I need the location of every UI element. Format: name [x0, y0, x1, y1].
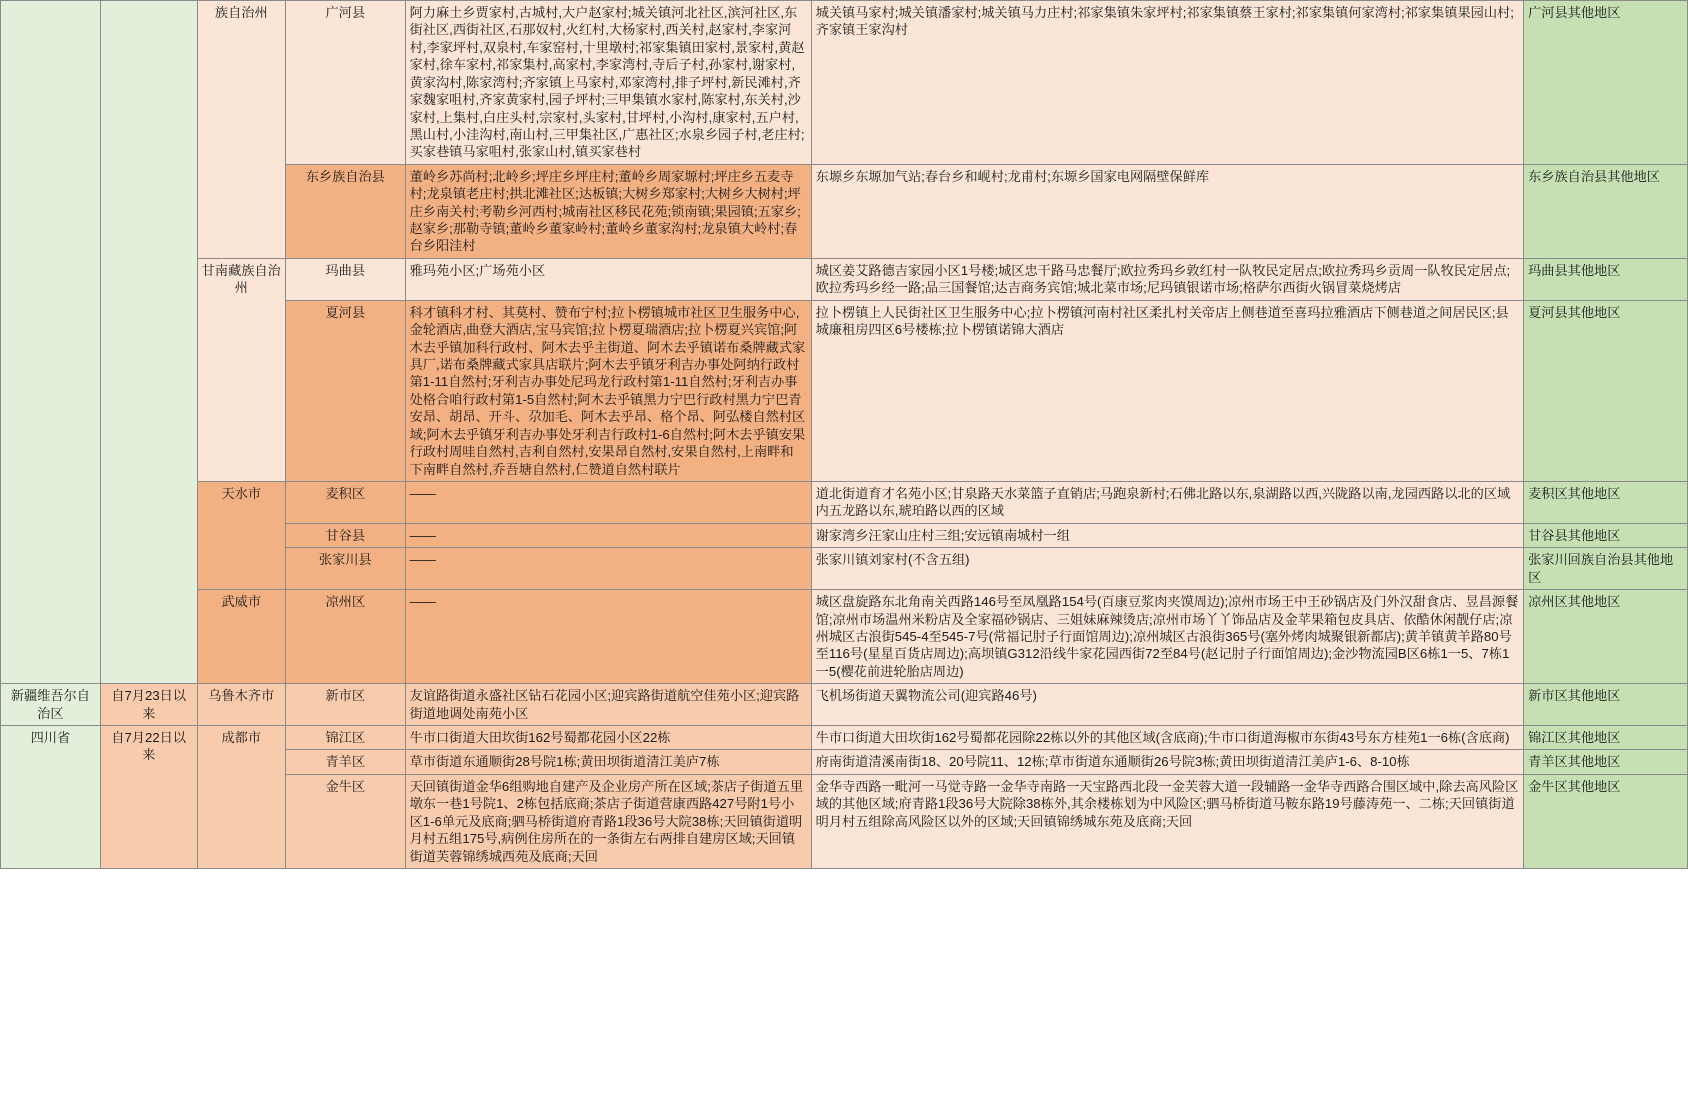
high-risk-cell: —— [405, 590, 811, 684]
mid-risk-cell: 牛市口街道大田坎街162号蜀都花园除22栋以外的其他区域(含底商);牛市口街道海椒市东街43号东方桂苑1一6栋(含底商) [811, 726, 1523, 750]
high-risk-cell: 天回镇街道金华6组购地自建产及企业房产所在区域;茶店子街道五里墩东一巷1号院1、2栋包括底商;茶店子街道营康西路427号附1号小区1-6单元及底商;驷马桥街道府青路1段36号大院38栋;天回镇街道明月村五组175号,病例住房所在的一条街左右两排自建房区域;天回镇街道芙蓉锦绣城西苑及底商;天回 [405, 774, 811, 868]
table-row [1, 726, 1688, 750]
city-cell: 天水市 [197, 481, 285, 589]
high-risk-cell: 阿力麻土乡贾家村,古城村,大户赵家村;城关镇河北社区,滨河社区,东街社区,西街社区,石那奴村,火红村,大杨家村,西关村,赵家村,李家河村,李家坪村,双泉村,车家窑村,十里墩村;祁家集镇田家村,景家村,黄赵家村,徐车家村,祁家集村,高家村,李家湾村,寺后子村,孙家村,谢家村,黄家沟村,陈家湾村;齐家镇上马家村,邓家湾村,排子坪村,新民滩村,齐家魏家咀村,齐家黄家村,园子坪村;三甲集镇水家村,陈家村,东关村,沙家村,上集村,白庄头村,宗家村,头家村,甘坪村,小沟村,康家村,五户村,黑山村,小洼沟村,南山村,三甲集社区,广惠社区;水泉乡园子村,老庄村;买家巷镇马家咀村,张家山村,镇买家巷村 [405, 1, 811, 165]
high-risk-cell: 雅玛苑小区;广场苑小区 [405, 258, 811, 300]
low-risk-cell: 夏河县其他地区 [1524, 300, 1688, 481]
county-cell: 新市区 [285, 684, 405, 726]
province-cell: 新疆维吾尔自治区 [1, 684, 101, 726]
date-cell: 自7月23日以来 [100, 684, 197, 726]
mid-risk-cell: 谢家湾乡汪家山庄村三组;安远镇南城村一组 [811, 523, 1523, 547]
city-cell: 甘南藏族自治州 [197, 258, 285, 481]
low-risk-cell: 锦江区其他地区 [1524, 726, 1688, 750]
county-cell: 青羊区 [285, 750, 405, 774]
mid-risk-cell: 城关镇马家村;城关镇潘家村;城关镇马力庄村;祁家集镇朱家坪村;祁家集镇蔡王家村;祁家集镇何家湾村;祁家集镇果园山村;齐家镇王家沟村 [811, 1, 1523, 165]
county-cell: 广河县 [285, 1, 405, 165]
province-cell: 四川省 [1, 726, 101, 869]
mid-risk-cell: 府南街道清溪南街18、20号院11、12栋;草市街道东通顺街26号院3栋;黄田坝街道清江美庐1-6、8-10栋 [811, 750, 1523, 774]
date-cell [100, 1, 197, 684]
county-cell: 东乡族自治县 [285, 164, 405, 258]
table-row [1, 481, 1688, 523]
mid-risk-cell: 金华寺西路一毗河一马觉寺路一金华寺南路一天宝路西北段一金芙蓉大道一段辅路一金华寺西路合围区域中,除去高风险区域的其他区域;府青路1段36号大院除38栋外,其余楼栋划为中风险区;驷马桥街道马鞍东路19号藤涛苑一、二栋;天回镇街道明月村五组除高风险区以外的区域;天回镇锦绣城东苑及底商;天回 [811, 774, 1523, 868]
low-risk-cell: 金牛区其他地区 [1524, 774, 1688, 868]
mid-risk-cell: 拉卜楞镇上人民街社区卫生服务中心;拉卜楞镇河南村社区柔扎村关帝店上侧巷道至喜玛拉雅酒店下侧巷道之间居民区;县城廉租房四区6号楼栋;拉卜楞镇诺锦大酒店 [811, 300, 1523, 481]
mid-risk-cell: 飞机场街道天翼物流公司(迎宾路46号) [811, 684, 1523, 726]
low-risk-cell: 张家川回族自治县其他地区 [1524, 548, 1688, 590]
county-cell: 玛曲县 [285, 258, 405, 300]
table-row [1, 1, 1688, 165]
city-cell: 成都市 [197, 726, 285, 869]
county-cell: 锦江区 [285, 726, 405, 750]
city-cell: 乌鲁木齐市 [197, 684, 285, 726]
low-risk-cell: 东乡族自治县其他地区 [1524, 164, 1688, 258]
province-cell [1, 1, 101, 684]
mid-risk-cell: 东塬乡东塬加气站;春台乡和岘村;龙甫村;东塬乡国家电网隔壁保鲜库 [811, 164, 1523, 258]
city-cell: 族自治州 [197, 1, 285, 259]
mid-risk-cell: 城区盘旋路东北角南关西路146号至凤凰路154号(百康豆浆肉夹馍周边);凉州市场王中王砂锅店及门外汉甜食店、昱昌源餐馆;凉州市场温州米粉店及全家福砂锅店、三姐妹麻辣烫店;凉州市场丫丫饰品店及金苹果箱包皮具店、依酷休闲靓仔店;凉州城区古浪街545-4至545-7号(常福记肘子行面馆周边);凉州城区古浪街365号(塞外烤肉城聚银新都店);黄羊镇黄羊路80号至116号(星星百货店周边);高坝镇G312沿线牛家花园西街72至84号(赵记肘子行面馆周边);金沙物流园B区6栋1一5、7栋1一5(樱花前进轮胎店周边) [811, 590, 1523, 684]
county-cell: 金牛区 [285, 774, 405, 868]
mid-risk-cell: 道北街道育才名苑小区;甘泉路天水菜篮子直销店;马跑泉新村;石佛北路以东,泉湖路以西,兴陇路以南,龙园西路以北的区域内五龙路以东,琥珀路以西的区域 [811, 481, 1523, 523]
high-risk-cell: 友谊路街道永盛社区钻石花园小区;迎宾路街道航空佳苑小区;迎宾路街道地调处南苑小区 [405, 684, 811, 726]
low-risk-cell: 青羊区其他地区 [1524, 750, 1688, 774]
high-risk-cell: 牛市口街道大田坎街162号蜀都花园小区22栋 [405, 726, 811, 750]
city-cell: 武威市 [197, 590, 285, 684]
table-row [1, 684, 1688, 726]
county-cell: 凉州区 [285, 590, 405, 684]
mid-risk-cell: 城区姜艾路德吉家园小区1号楼;城区忠干路马忠餐厅;欧拉秀玛乡敦红村一队牧民定居点;欧拉秀玛乡贡周一队牧民定居点;欧拉秀玛乡经一路;品三国餐馆;达吉商务宾馆;城北菜市场;尼玛镇银诺市场;格萨尔西街火锅冒菜烧烤店 [811, 258, 1523, 300]
high-risk-cell: —— [405, 548, 811, 590]
low-risk-cell: 凉州区其他地区 [1524, 590, 1688, 684]
low-risk-cell: 玛曲县其他地区 [1524, 258, 1688, 300]
low-risk-cell: 广河县其他地区 [1524, 1, 1688, 165]
high-risk-cell: 科才镇科才村、其莫村、赞布宁村;拉卜楞镇城市社区卫生服务中心,金轮酒店,曲登大酒店,宝马宾馆;拉卜楞夏瑞酒店;拉卜楞夏兴宾馆;阿木去乎镇加科行政村、阿木去乎主街道、阿木去乎镇诺布桑牌藏式家具厂,诺布桑牌藏式家具店联片;阿木去乎镇牙利吉办事处阿纳行政村第1-11自然村;牙利吉办事处尼玛龙行政村第1-11自然村;牙利吉办事处格合咱行政村第1-5自然村;阿木去乎镇黑力宁巴行政村黑力宁巴青安昂、胡昂、开斗、尕加毛、阿木去乎昂、格个昂、阿弘楼自然村区域;阿木去乎镇牙利吉办事处牙利吉行政村1-6自然村;阿木去乎镇安果行政村周哇自然村,吉利自然村,安果昂自然村,安果自然村,上南畔和下南畔自然村,乔吾塘自然村,仁赞道自然村联片 [405, 300, 811, 481]
low-risk-cell: 麦积区其他地区 [1524, 481, 1688, 523]
county-cell: 甘谷县 [285, 523, 405, 547]
date-cell: 自7月22日以来 [100, 726, 197, 869]
mid-risk-cell: 张家川镇刘家村(不含五组) [811, 548, 1523, 590]
county-cell: 麦积区 [285, 481, 405, 523]
table-row [1, 258, 1688, 300]
county-cell: 张家川县 [285, 548, 405, 590]
county-cell: 夏河县 [285, 300, 405, 481]
high-risk-cell: —— [405, 481, 811, 523]
high-risk-cell: 董岭乡苏尚村;北岭乡;坪庄乡坪庄村;董岭乡周家塬村;坪庄乡五麦寺村;龙泉镇老庄村;拱北滩社区;达板镇;大树乡郑家村;大树乡大树村;坪庄乡南关村;考勒乡河西村;城南社区移民花苑;锁南镇;果园镇;五家乡;赵家乡;那勒寺镇;董岭乡董家岭村;董岭乡董家沟村;龙泉镇大岭村;春台乡阳洼村 [405, 164, 811, 258]
high-risk-cell: 草市街道东通顺街28号院1栋;黄田坝街道清江美庐7栋 [405, 750, 811, 774]
low-risk-cell: 甘谷县其他地区 [1524, 523, 1688, 547]
table-row [1, 590, 1688, 684]
low-risk-cell: 新市区其他地区 [1524, 684, 1688, 726]
high-risk-cell: —— [405, 523, 811, 547]
